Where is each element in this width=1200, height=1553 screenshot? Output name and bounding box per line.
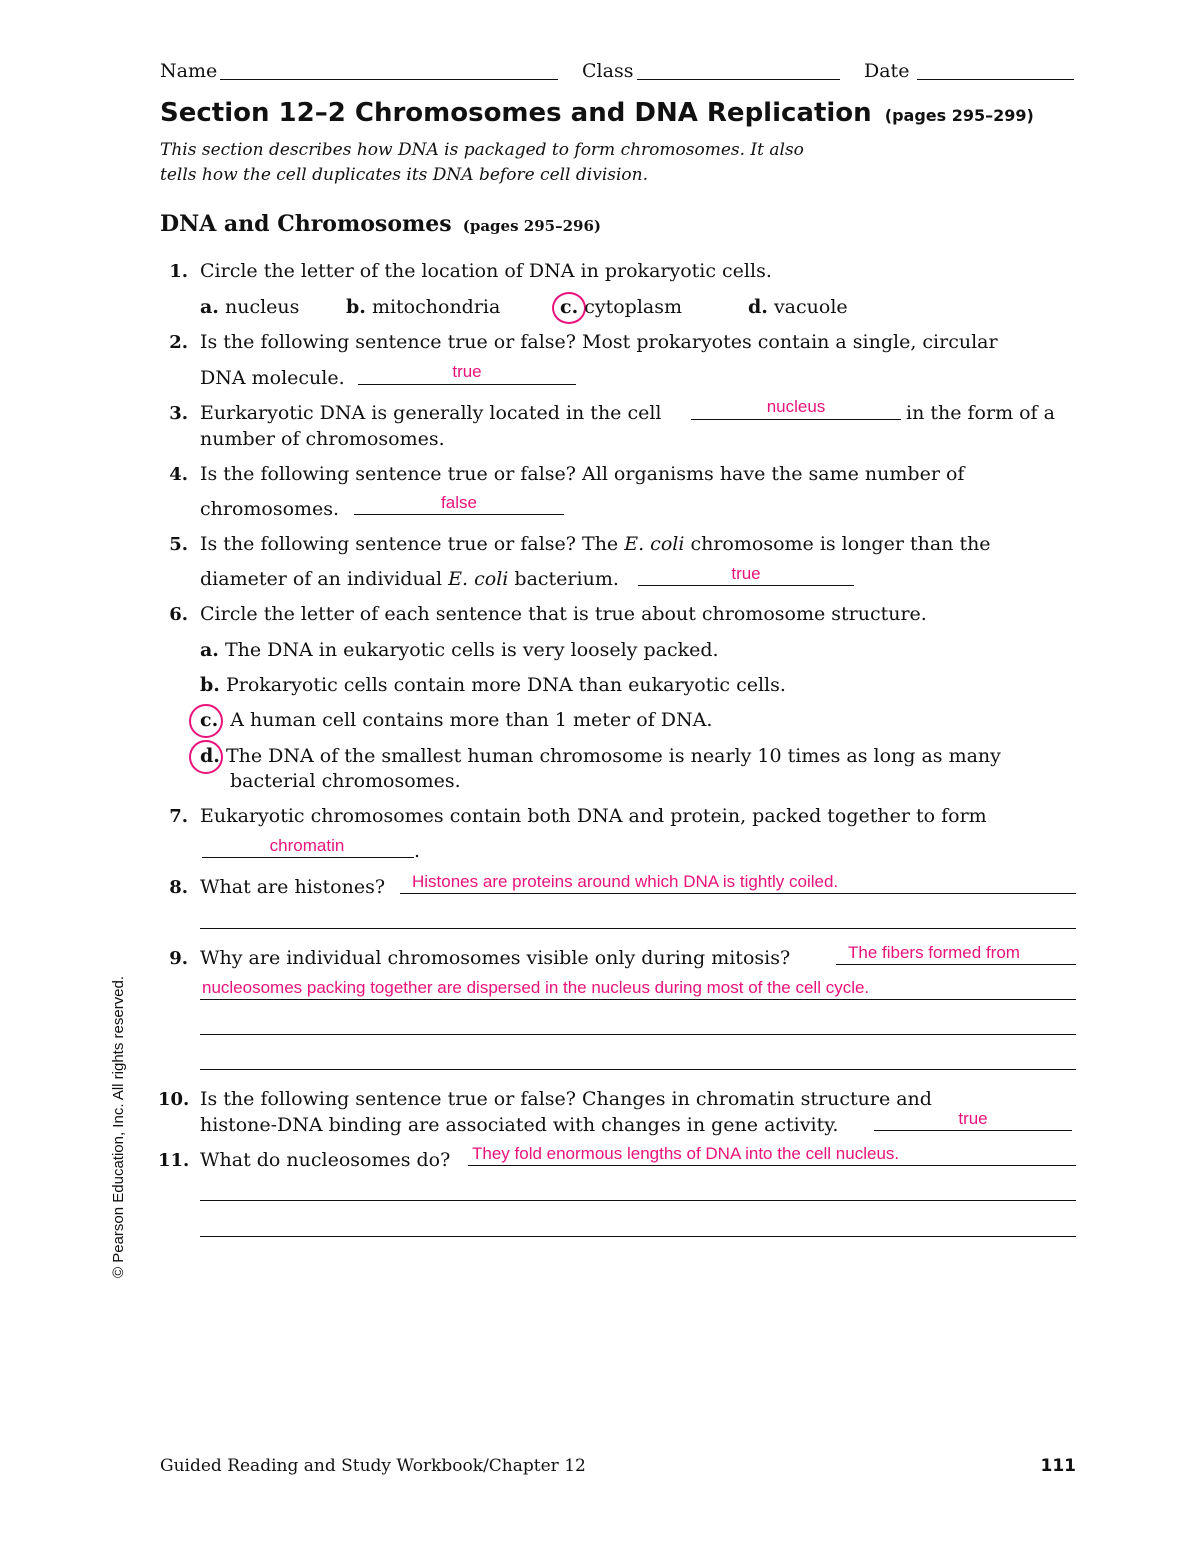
- q8-answer: Histones are proteins around which DNA is tightly coiled.: [412, 872, 839, 891]
- q8-number: 8.: [169, 877, 188, 898]
- q7-answer: chromatin: [269, 836, 345, 855]
- q5-answer: true: [731, 564, 761, 583]
- name-field[interactable]: [220, 79, 558, 80]
- q5-line1: Is the following sentence true or false? The E. coli chromosome is longer than the: [200, 533, 991, 555]
- q9-answer-line-3[interactable]: [200, 1034, 1076, 1035]
- q2-answer: true: [452, 362, 482, 381]
- q11-number: 11.: [158, 1150, 190, 1171]
- copyright-notice: © Pearson Education, Inc. All rights reserved.: [110, 975, 127, 1278]
- q7-period: .: [414, 840, 421, 862]
- section-intro: [160, 138, 804, 188]
- q5-number: 5.: [169, 534, 188, 555]
- q10-number: 10.: [158, 1089, 190, 1110]
- q7-number: 7.: [169, 806, 188, 827]
- q11-answer-line-3[interactable]: [200, 1236, 1076, 1237]
- class-field[interactable]: [637, 79, 840, 80]
- q2-line2: DNA molecule.: [200, 367, 345, 389]
- q11-answer-line-1[interactable]: [468, 1165, 1076, 1166]
- q4-number: 4.: [169, 464, 188, 485]
- name-label: Name: [160, 60, 218, 82]
- q8-text: What are histones?: [200, 876, 386, 898]
- q4-line2: chromosomes.: [200, 498, 340, 520]
- section-title: Section 12–2 Chromosomes and DNA Replication: [160, 98, 872, 128]
- q3-line1-start: Eurkaryotic DNA is generally located in the cell: [200, 402, 662, 424]
- q11-answer-line-2[interactable]: [200, 1200, 1076, 1201]
- q11-answer: They fold enormous lengths of DNA into the cell nucleus.: [472, 1144, 900, 1163]
- q8-answer-line-2[interactable]: [200, 928, 1076, 929]
- q1-choice-d: d. vacuole: [748, 296, 848, 318]
- q1-choice-b: b. mitochondria: [346, 296, 501, 318]
- q3-line2: number of chromosomes.: [200, 428, 445, 450]
- q4-line1: Is the following sentence true or false? All organisms have the same number of: [200, 463, 965, 485]
- subsection-heading: [160, 211, 601, 237]
- page-number: 111: [1040, 1456, 1076, 1476]
- q1-number: 1.: [169, 261, 188, 282]
- q9-answer-line-1[interactable]: [836, 964, 1076, 965]
- q7-answer-line[interactable]: [202, 857, 414, 858]
- q7-line1: Eukaryotic chromosomes contain both DNA and protein, packed together to form: [200, 805, 987, 827]
- q11-text: What do nucleosomes do?: [200, 1149, 451, 1171]
- q10-answer-line[interactable]: [874, 1130, 1072, 1131]
- q6-text: Circle the letter of each sentence that is true about chromosome structure.: [200, 603, 927, 625]
- q8-answer-line-1[interactable]: [400, 893, 1076, 894]
- date-label: Date: [864, 60, 910, 82]
- class-label: Class: [582, 60, 634, 82]
- q6-choice-d-cont: bacterial chromosomes.: [230, 770, 461, 792]
- q10-line2: histone-DNA binding are associated with changes in gene activity.: [200, 1114, 839, 1136]
- q9-answer-2: nucleosomes packing together are dispersed in the nucleus during most of the cell cycle.: [202, 978, 870, 997]
- subsection-title: DNA and Chromosomes: [160, 211, 452, 237]
- q9-answer-line-4[interactable]: [200, 1069, 1076, 1070]
- date-field[interactable]: [917, 79, 1074, 80]
- q9-number: 9.: [169, 948, 188, 969]
- q5-answer-line[interactable]: [638, 585, 854, 586]
- q6-choice-b: b. Prokaryotic cells contain more DNA than eukaryotic cells.: [200, 674, 786, 696]
- q4-answer: false: [441, 493, 477, 512]
- q3-answer-line[interactable]: [691, 419, 901, 420]
- q5-line2: diameter of an individual E. coli bacterium.: [200, 568, 619, 590]
- q2-line1: Is the following sentence true or false? Most prokaryotes contain a single, circular: [200, 331, 998, 353]
- section-pages: (pages 295–299): [884, 106, 1034, 125]
- q3-line1-end: in the form of a: [906, 402, 1055, 424]
- q6-choice-c[interactable]: c. A human cell contains more than 1 meter of DNA.: [200, 709, 713, 731]
- subsection-pages: (pages 295–296): [462, 217, 601, 235]
- intro-line-2: tells how the cell duplicates its DNA before cell division.: [160, 165, 649, 185]
- footer-text: Guided Reading and Study Workbook/Chapter 12: [160, 1456, 586, 1476]
- q1-choice-a: a. nucleus: [200, 296, 300, 318]
- q9-text: Why are individual chromosomes visible only during mitosis?: [200, 947, 791, 969]
- q9-answer-line-2[interactable]: [200, 999, 1076, 1000]
- q1-text: Circle the letter of the location of DNA in prokaryotic cells.: [200, 260, 772, 282]
- intro-line-1: This section describes how DNA is packaged to form chromosomes. It also: [160, 140, 804, 160]
- q6-choice-d[interactable]: d. The DNA of the smallest human chromosome is nearly 10 times as long as many: [200, 745, 1001, 767]
- q3-number: 3.: [169, 403, 188, 424]
- q4-answer-line[interactable]: [354, 514, 564, 515]
- q1-choice-c[interactable]: c. cytoplasm: [560, 296, 683, 318]
- q2-answer-line[interactable]: [358, 384, 576, 385]
- q2-number: 2.: [169, 332, 188, 353]
- q3-answer: nucleus: [766, 397, 826, 416]
- q9-answer-1: The fibers formed from: [848, 943, 1020, 962]
- q6-choice-a: a. The DNA in eukaryotic cells is very loosely packed.: [200, 639, 719, 661]
- q10-answer: true: [958, 1109, 988, 1128]
- q10-line1: Is the following sentence true or false? Changes in chromatin structure and: [200, 1088, 932, 1110]
- section-heading: [160, 98, 1034, 128]
- q6-number: 6.: [169, 604, 188, 625]
